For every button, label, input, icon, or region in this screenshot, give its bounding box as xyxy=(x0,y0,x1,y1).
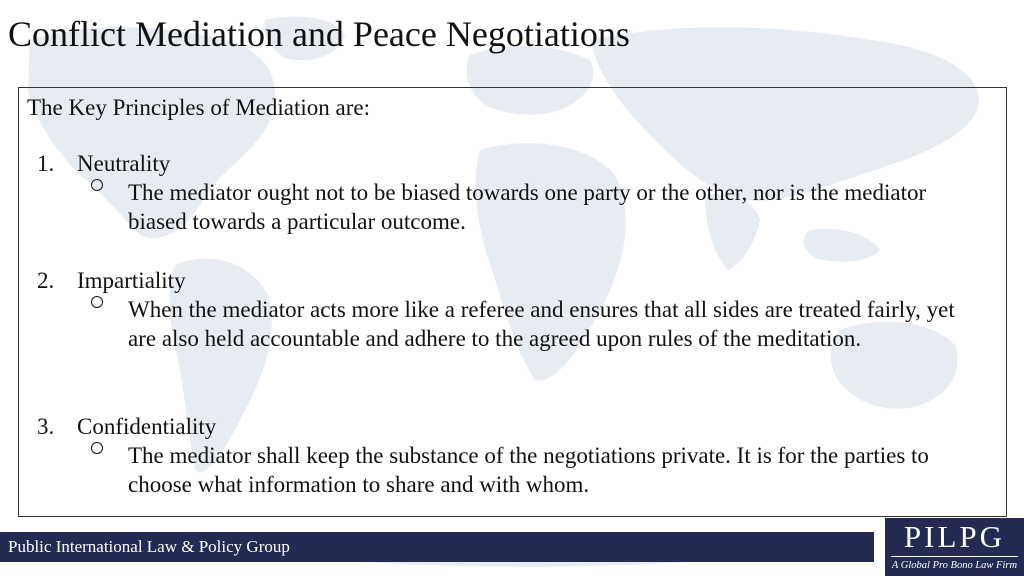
principle-name: Confidentiality xyxy=(77,414,217,439)
footer-organization: Public International Law & Policy Group xyxy=(8,537,290,556)
intro-text: The Key Principles of Mediation are: xyxy=(27,95,370,120)
slide-title: Conflict Mediation and Peace Negotiations xyxy=(8,14,630,54)
hollow-circle-bullet-icon xyxy=(91,442,103,454)
principles-box xyxy=(18,87,1007,517)
principle-name: Impartiality xyxy=(77,268,186,293)
principle-name: Neutrality xyxy=(77,151,171,176)
logo-divider xyxy=(891,556,1018,557)
principle-description: The mediator shall keep the substance of the negotiations private. It is for the parties to choose what information to share and with whom. xyxy=(128,443,929,497)
footer-bar xyxy=(0,532,874,562)
logo-tagline: A Global Pro Bono Law Firm xyxy=(891,560,1018,571)
pilpg-logo xyxy=(885,518,1024,576)
principle-description: The mediator ought not to be biased towards one party or the other, nor is the mediator biased towards a particular outcome. xyxy=(128,180,927,234)
principle-number: 2. xyxy=(37,268,55,293)
principle-number: 1. xyxy=(37,151,55,176)
principle-description: When the mediator acts more like a referee and ensures that all sides are treated fairly, yet are also held accountable and adhere to the agreed upon rules of the meditation. xyxy=(128,297,955,351)
hollow-circle-bullet-icon xyxy=(91,296,103,308)
hollow-circle-bullet-icon xyxy=(91,179,103,191)
logo-text: PILPG xyxy=(903,519,1006,554)
principle-number: 3. xyxy=(37,414,55,439)
